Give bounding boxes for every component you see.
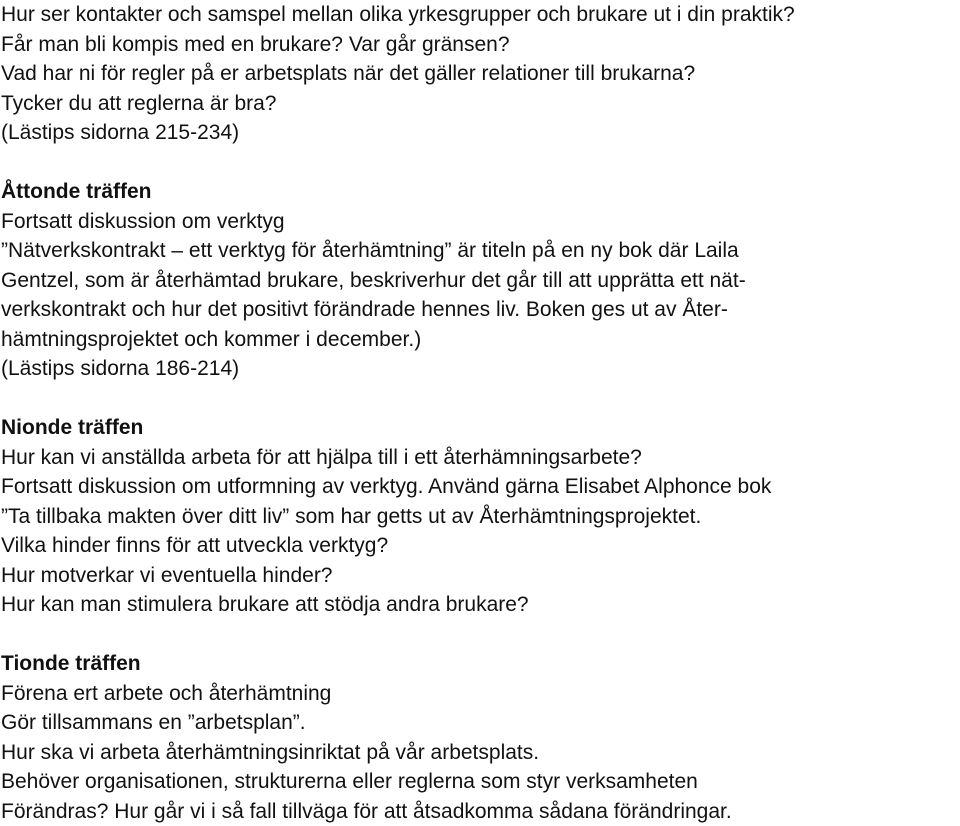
intro-line: Tycker du att reglerna är bra? <box>1 89 959 119</box>
body-line: Behöver organisationen, strukturerna eller reglerna som styr verksamheten <box>1 767 959 797</box>
session-ten-section <box>1 649 959 826</box>
body-line: ”Ta tillbaka makten över ditt liv” som har getts ut av Återhämtningsprojektet. <box>1 502 959 532</box>
blank-line <box>1 384 959 414</box>
body-line: Hur motverkar vi eventuella hinder? <box>1 561 959 591</box>
body-line: Fortsatt diskussion om utformning av verktyg. Använd gärna Elisabet Alphonce bok <box>1 472 959 502</box>
intro-line: Vad har ni för regler på er arbetsplats när det gäller relationer till brukarna? <box>1 59 959 89</box>
body-line: Gör tillsammans en ”arbetsplan”. <box>1 708 959 738</box>
body-line: Gentzel, som är återhämtad brukare, beskriverhur det går till att upprätta ett nät- <box>1 266 959 296</box>
body-line: Vilka hinder finns för att utveckla verktyg? <box>1 531 959 561</box>
intro-line: Får man bli kompis med en brukare? Var går gränsen? <box>1 30 959 60</box>
blank-line <box>1 620 959 650</box>
intro-line: Hur ser kontakter och samspel mellan olika yrkesgrupper och brukare ut i din praktik? <box>1 0 959 30</box>
body-line: Förändras? Hur går vi i så fall tillväga för att åtsadkomma sådana förändringar. <box>1 797 959 826</box>
body-line: Hur kan man stimulera brukare att stödja andra brukare? <box>1 590 959 620</box>
reading-tip: (Lästips sidorna 215-234) <box>1 118 959 148</box>
intro-section <box>1 0 959 148</box>
body-line: hämtningsprojektet och kommer i december.) <box>1 325 959 355</box>
session-nine-section <box>1 413 959 620</box>
session-eight-section <box>1 177 959 384</box>
section-heading: Åttonde träffen <box>1 177 959 207</box>
body-line: Fortsatt diskussion om verktyg <box>1 207 959 237</box>
section-heading: Tionde träffen <box>1 649 959 679</box>
section-heading: Nionde träffen <box>1 413 959 443</box>
body-line: Hur kan vi anställda arbeta för att hjälpa till i ett återhämningsarbete? <box>1 443 959 473</box>
blank-line <box>1 148 959 178</box>
body-line: Förena ert arbete och återhämtning <box>1 679 959 709</box>
document-page <box>1 0 959 826</box>
body-line: ”Nätverkskontrakt – ett verktyg för återhämtning” är titeln på en ny bok där Laila <box>1 236 959 266</box>
reading-tip: (Lästips sidorna 186-214) <box>1 354 959 384</box>
body-line: verkskontrakt och hur det positivt förändrade hennes liv. Boken ges ut av Åter- <box>1 295 959 325</box>
body-line: Hur ska vi arbeta återhämtningsinriktat på vår arbetsplats. <box>1 738 959 768</box>
